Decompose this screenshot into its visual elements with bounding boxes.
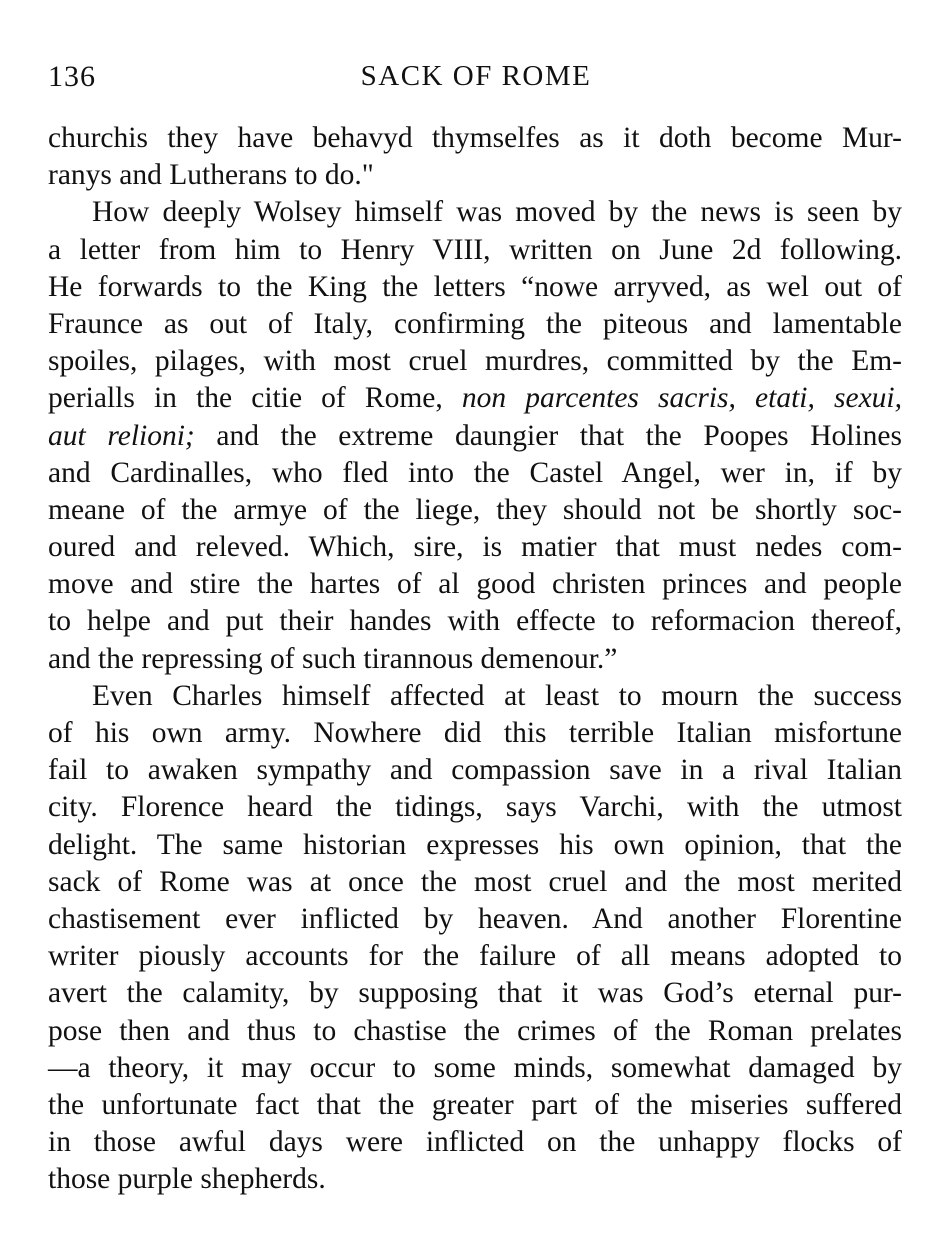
text-line: city. Florence heard the tidings, says Varchi, with the utmost (48, 791, 902, 824)
running-head: SACK OF ROME (360, 60, 592, 92)
text-line: delight. The same historian expresses his own opinion, that the (48, 828, 902, 861)
text-line: sack of Rome was at once the most cruel and the most merited (48, 865, 902, 898)
latin-phrase: non parcentes sacris, etati, sexui, (461, 382, 902, 415)
text-line: those purple shepherds. (48, 1163, 326, 1196)
text-line: fail to awaken sympathy and compassion save in a rival Italian (48, 754, 902, 787)
text-line: oured and releved. Which, sire, is matier that must nedes com- (48, 531, 902, 564)
text-line: spoiles, pilages, with most cruel murdres, committed by the Em- (48, 345, 902, 378)
body-text (48, 120, 902, 1198)
page-number: 136 (48, 60, 96, 93)
latin-phrase-end: aut relioni; (48, 419, 195, 452)
text-line: of his own army. Nowhere did this terrible Italian misfortune (48, 717, 902, 749)
text-segment: perialls in the citie of Rome, (48, 382, 443, 415)
text-line-mixed (48, 418, 902, 455)
text-line: the unfortunate fact that the greater part of the miseries suffered (48, 1088, 902, 1121)
text-line: meane of the armye of the liege, they should not be shortly soc- (48, 493, 902, 526)
text-line: He forwards to the King the letters “nowe arryved, as wel out of (48, 270, 902, 303)
text-line-mixed (48, 380, 902, 417)
text-line: churchis they have behavyd thymselfes as it doth become Mur- (48, 122, 902, 154)
text-line: writer piously accounts for the failure of all means adopted to (48, 940, 902, 973)
text-line: move and stire the hartes of al good christen princes and people (48, 568, 902, 601)
text-line: pose then and thus to chastise the crimes of the Roman prelates (48, 1014, 902, 1047)
text-line: Fraunce as out of Italy, confirming the piteous and lamentable (48, 307, 902, 340)
text-line: and Cardinalles, who fled into the Castel Angel, wer in, if by (48, 456, 902, 489)
text-line: and the repressing of such tirannous demenour.” (48, 642, 618, 675)
page-header (48, 54, 904, 98)
text-line: to helpe and put their handes with effecte to reformacion thereof, (48, 605, 902, 638)
text-line: in those awful days were inflicted on the unhappy flocks of (48, 1126, 902, 1159)
text-segment: and the extreme daungier that the Poopes Holines (216, 419, 902, 452)
text-line: avert the calamity, by supposing that it was God’s eternal pur- (48, 977, 902, 1010)
text-line: ranys and Lutherans to do." (48, 159, 374, 192)
text-line: a letter from him to Henry VIII, written on June 2d following. (48, 233, 902, 266)
text-line: How deeply Wolsey himself was moved by the news is seen by (92, 196, 902, 229)
text-line: Even Charles himself affected at least to mourn the success (92, 679, 902, 712)
text-line: —a theory, it may occur to some minds, somewhat damaged by (48, 1051, 902, 1084)
text-line: chastisement ever inflicted by heaven. And another Florentine (48, 902, 902, 935)
